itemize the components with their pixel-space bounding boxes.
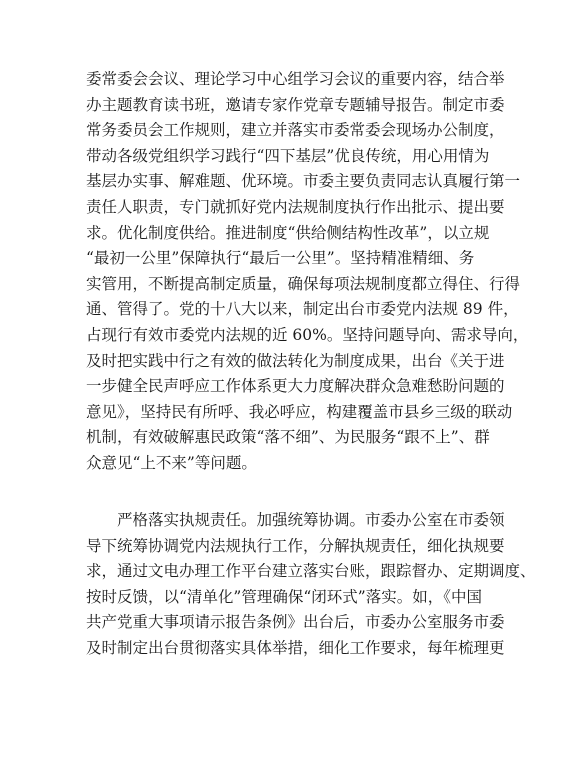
paragraph-2 [86,508,536,662]
text-line: 责任人职责，专门就抓好党内法规制度执行作出批示、提出要 [86,197,505,216]
text-line: 常务委员会工作规则，建立并落实市委常委会现场办公制度， [86,121,505,140]
text-line: 基层办实事、解难题、优环境。市委主要负责同志认真履行第一 [86,172,521,191]
text-line: 一步健全民声呼应工作体系更大力度解决群众急难愁盼问题的 [86,377,505,396]
text-line: 求。优化制度供给。推进制度“供给侧结构性改革”，以立规 [86,223,490,242]
text-line: 严格落实执规责任。加强统筹协调。市委办公室在市委领 [117,511,505,529]
text-line: 共产党重大事项请示报告条例》出台后，市委办公室服务市委 [86,613,505,632]
text-line: “最初一公里”保障执行“最后一公里”。坚持精准精细、务 [86,249,475,268]
text-line: 机制，有效破解惠民政策“落不细”、为民服务“跟不上”、群 [86,428,490,447]
text-line: 求，通过文电办理工作平台建立落实台账，跟踪督办、定期调度、 [86,562,536,581]
text-line: 通、管得了。党的十八大以来，制定出台市委党内法规 89 件， [86,300,519,319]
text-line: 及时制定出台贯彻落实具体举措，细化工作要求，每年梳理更 [86,638,505,657]
text-line: 带动各级党组织学习践行“四下基层”优良传统，用心用情为 [86,146,490,165]
text-line: 办主题教育读书班，邀请专家作党章专题辅导报告。制定市委 [86,95,505,114]
text-line: 导下统筹协调党内法规执行工作，分解执规责任，细化执规要 [86,536,505,555]
paragraph-1 [86,67,529,477]
text-line: 及时把实践中行之有效的做法转化为制度成果，出台《关于进 [86,351,505,370]
text-line: 众意见“上不来”等问题。 [86,453,257,472]
text-line: 按时反馈，以“清单化”管理确保“闭环式”落实。如，《中国 [86,587,482,606]
text-line: 委常委会会议、理论学习中心组学习会议的重要内容，结合举 [86,70,505,88]
text-line: 实管用，不断提高制定质量，确保每项法规制度都立得住、行得 [86,274,521,293]
text-line: 意见》，坚持民有所呼、我必呼应，构建覆盖市县乡三级的联动 [86,402,513,421]
text-line: 占现行有效市委党内法规的近 60%。坚持问题导向、需求导向， [86,325,529,344]
